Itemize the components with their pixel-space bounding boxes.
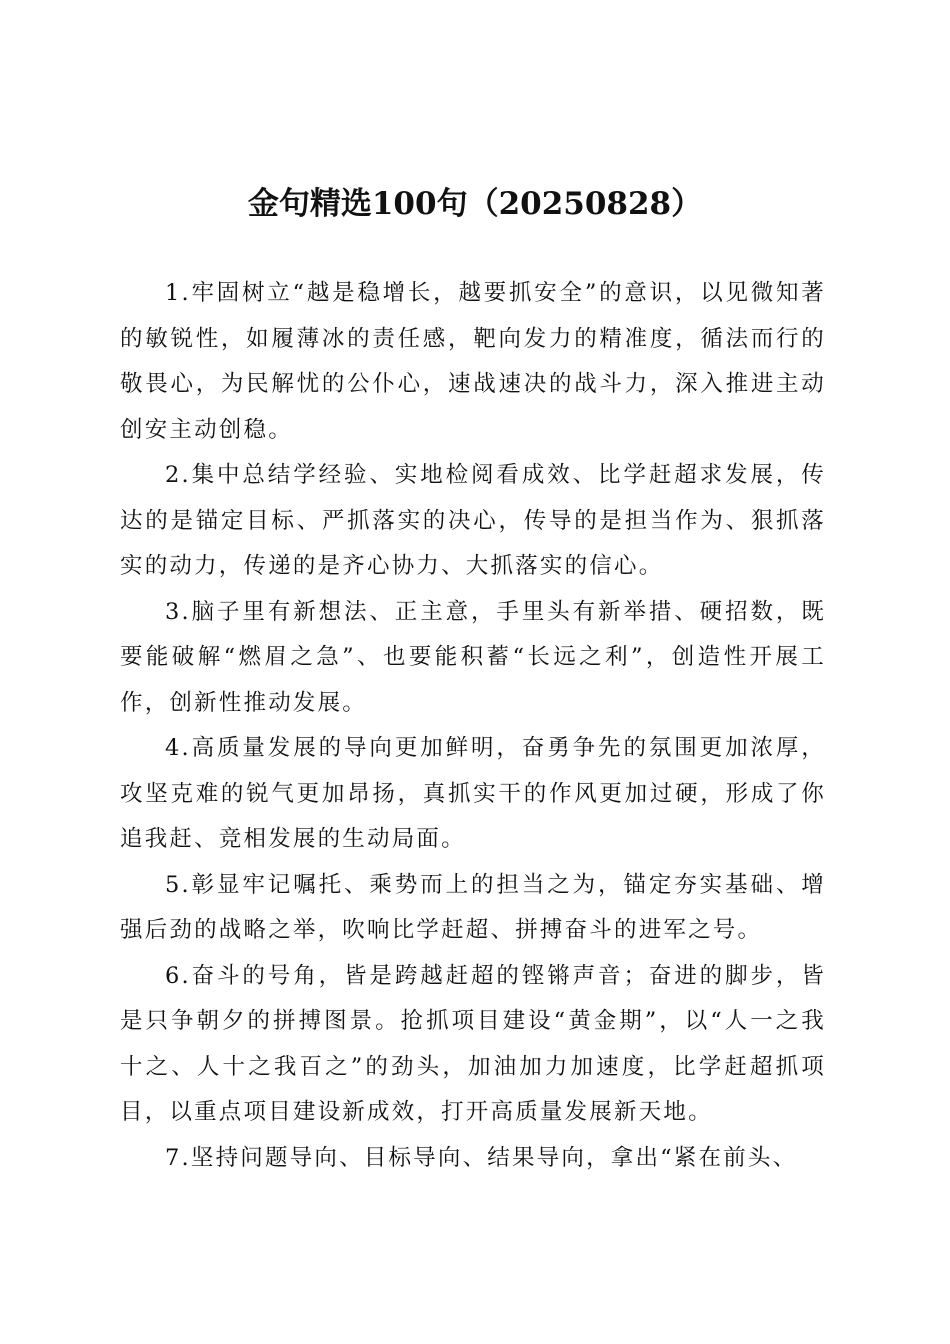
paragraph-7: 7.坚持问题导向、目标导向、结果导向，拿出“紧在前头、 — [165, 1144, 798, 1171]
document-title: 金句精选100句（20250828） — [247, 186, 703, 222]
paragraph-1: 1.牢固树立“越是稳增长，越要抓安全”的意识，以见微知著的敏锐性，如履薄冰的责任感，靶向发力的精准度，循法而行的敬畏心，为民解忧的公仆心，速战速决的战斗力，深入推进主动创安主动创稳。 — [120, 280, 826, 443]
paragraph-3: 3.脑子里有新想法、正主意，手里头有新举措、硬招数，既要能破解“燃眉之急”、也要能积蓄“长远之利”，创造性开展工作，创新性推动发展。 — [120, 598, 826, 716]
paragraph-6: 6.奋斗的号角，皆是跨越赶超的铿锵声音；奋进的脚步，皆是只争朝夕的拼搏图景。抢抓项目建设“黄金期”，以“人一之我十之、人十之我百之”的劲头，加油加力加速度，比学赶超抓项目，以重点项目建设新成效，打开高质量发展新天地。 — [120, 962, 826, 1125]
paragraph-2: 2.集中总结学经验、实地检阅看成效、比学赶超求发展，传达的是锚定目标、严抓落实的决心，传导的是担当作为、狠抓落实的动力，传递的是齐心协力、大抓落实的信心。 — [120, 462, 826, 579]
document-body — [120, 271, 826, 1181]
paragraph-5: 5.彰显牢记嘱托、乘势而上的担当之为，锚定夯实基础、增强后劲的战略之举，吹响比学赶超、拼搏奋斗的进军之号。 — [120, 871, 826, 943]
paragraph-4: 4.高质量发展的导向更加鲜明，奋勇争先的氛围更加浓厚，攻坚克难的锐气更加昂扬，真抓实干的作风更加过硬，形成了你追我赶、竞相发展的生动局面。 — [120, 735, 826, 852]
